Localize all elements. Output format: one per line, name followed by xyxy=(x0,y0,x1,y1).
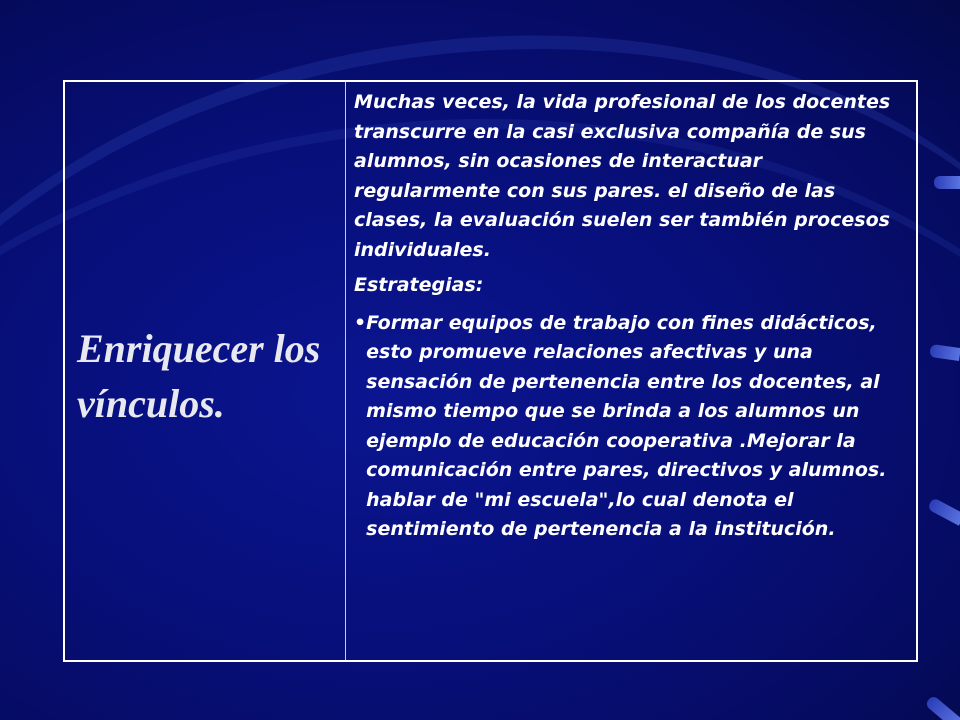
decorative-edge-mark xyxy=(934,176,960,189)
strategies-heading: Estrategias: xyxy=(354,274,484,296)
strategy-text: Formar equipos de trabajo con fines didácticos, esto promueve relaciones afectivas y una sensación de pertenencia entre los docentes, al mismo tiempo que se brinda a los alumnos un ejemplo de educación cooperativa .Mejorar la comunicación entre pares, directivos y alumnos. hablar de "mi escuela",lo cual denota el sentimiento de pertenencia a la institución. xyxy=(366,311,887,540)
strategy-item xyxy=(354,309,908,545)
bullet-icon: • xyxy=(354,311,367,334)
description-cell xyxy=(346,82,916,660)
topic-cell xyxy=(65,82,346,660)
intro-paragraph: Muchas veces, la vida profesional de los docentes transcurre en la casi exclusiva compañía de sus alumnos, sin ocasiones de interactuar regularmente con sus pares. el diseño de las clases, la evaluación suelen ser también procesos individuales. xyxy=(354,91,891,261)
topic-title: Enriquecer los vínculos. xyxy=(77,326,321,426)
decorative-edge-mark xyxy=(929,344,960,361)
decorative-edge-mark xyxy=(925,695,960,720)
content-table xyxy=(63,80,918,662)
decorative-edge-mark xyxy=(927,497,960,525)
